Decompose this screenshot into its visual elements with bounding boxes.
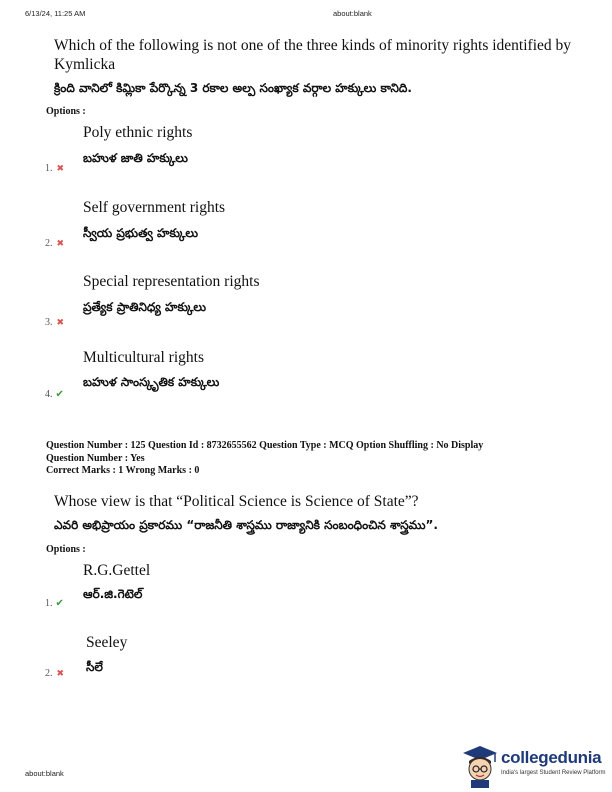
logo-tagline: India's largest Student Review Platform: [501, 770, 606, 776]
tab-title: about:blank: [333, 9, 372, 18]
option-text-te: బహుళ సాంస్కృతిక హక్కులు: [83, 375, 220, 389]
option-text-en: Seeley: [86, 634, 128, 651]
question-meta-line: Question Number : 125 Question Id : 8732655562 Question Type : MCQ Option Shuffling : No Display: [46, 440, 484, 451]
correct-check-icon: ✔: [55, 598, 64, 609]
question-text-en: Whose view is that “Political Science is Science of State”?: [54, 493, 419, 510]
option-number: 2.: [45, 668, 53, 679]
option-number: 1.: [45, 163, 53, 174]
wrong-mark-icon: ✖: [56, 239, 65, 249]
wrong-mark-icon: ✖: [56, 318, 65, 328]
option-text-en: R.G.Gettel: [83, 562, 151, 579]
option-text-en: Multicultural rights: [83, 349, 204, 366]
footer-url: about:blank: [25, 769, 64, 778]
option-text-te: బహుళ జాతి హక్కులు: [83, 151, 188, 165]
option-text-en: Poly ethnic rights: [83, 124, 193, 141]
options-label: Options :: [46, 544, 86, 555]
question-meta: [46, 440, 483, 478]
option-text-te: ప్రత్యేక ప్రాతినిధ్య హక్కులు: [83, 300, 206, 314]
question-meta-line: Question Number : Yes: [46, 452, 145, 464]
option-text-te: ఆర్.జి.గెటెల్: [83, 587, 143, 601]
wrong-mark-icon: ✖: [56, 164, 65, 174]
option-number: 3.: [45, 317, 53, 328]
option-text-en: Self government rights: [83, 199, 226, 216]
option-text-te: సీలే: [86, 660, 103, 674]
marks-line: Correct Marks : 1 Wrong Marks : 0: [46, 465, 200, 476]
timestamp: 6/13/24, 11:25 AM: [25, 9, 86, 18]
question-text-te: క్రింది వానిలో కిమ్లికా పేర్కొన్న 3 రకాల అల్ప సంఖ్యాక వర్గాల హక్కులు కానిది.: [54, 81, 412, 95]
logo-name: collegedunia: [501, 748, 602, 767]
option-number: 1.: [45, 598, 53, 609]
options-label: Options :: [46, 106, 86, 117]
option-number: 2.: [45, 238, 53, 249]
correct-check-icon: ✔: [55, 389, 64, 400]
option-text-en: Special representation rights: [83, 273, 260, 290]
option-text-te: స్వీయ ప్రభుత్వ హక్కులు: [83, 226, 199, 240]
collegedunia-logo[interactable]: [461, 744, 607, 790]
question-text-en: Which of the following is not one of the three kinds of minority rights identified by Kymlicka: [54, 37, 572, 73]
question-text-te: ఎవరి అభిప్రాయం ప్రకారము “రాజనీతి శాస్త్రము రాజ్యానికి సంబంధించిన శాస్త్రము”.: [54, 518, 438, 532]
option-number: 4.: [45, 389, 53, 400]
student-mascot-icon: [461, 744, 499, 788]
wrong-mark-icon: ✖: [56, 669, 65, 679]
